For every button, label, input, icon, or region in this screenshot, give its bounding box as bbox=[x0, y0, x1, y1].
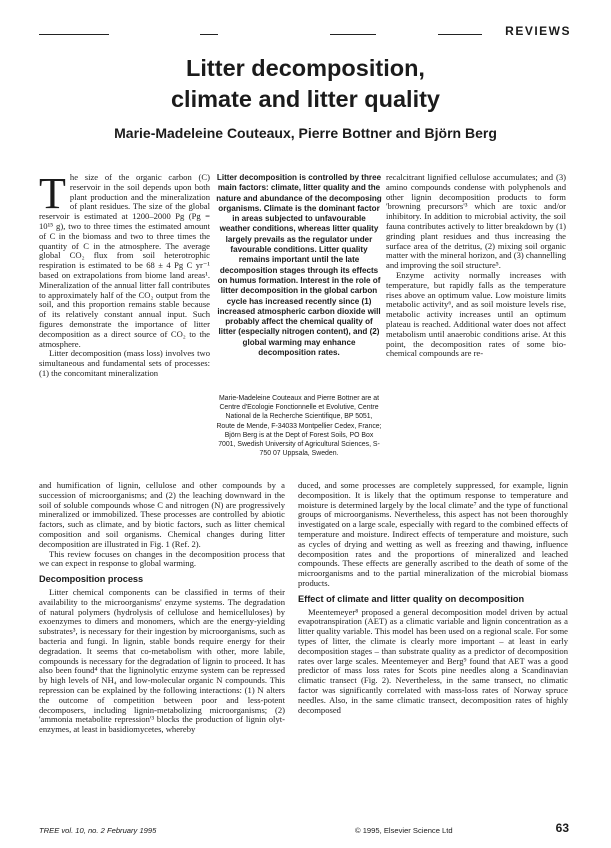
journal-citation: TREE vol. 10, no. 2 February 1995 bbox=[39, 826, 157, 835]
body-paragraph: Meentemeyer⁸ proposed a general decomposition model driven by actual evapotranspiration (AET) as a climatic variable and lignin concentration as a litter quality variable. This model has been used on a regional scale. For some types of litter, the climate is clearly more important – at least in early decomposition stages – than substrate quality as a predictor of decomposition rates over large scales. Meentemeyer and Berg⁹ found that AET was a good predictor of mass loss rates for Scots pine needles along a Scandinavian climatic transect (Fig. 2). Nevertheless, in the same transect, no climatic factor was significantly correlated with mass-loss rates of Norway spruce needles. Also, in the same climatic transect, decomposition rates of highly decomposed bbox=[298, 606, 568, 715]
body-column-right bbox=[386, 173, 566, 359]
section-heading: Decomposition process bbox=[39, 574, 144, 585]
body-paragraph: Enzyme activity normally increases with temperature, but rapidly falls as the temperature rises above an optimum value. Low moisture limits metabolic activity⁶, and as soil moisture levels rise, metabolic activity increases until an optimum plateau is reached. Additional water does not affect metabolism until anaerobic conditions arise. At this point, the decomposition rates of some bio-chemical compounds are re- bbox=[386, 269, 566, 359]
body-paragraph: Litter decomposition (mass loss) involves two simultaneous and fundamental sets of processes: (1) the concomitant mineralization bbox=[39, 348, 210, 378]
body-paragraph: Litter chemical components can be classified in terms of their availability to the microorganisms' enzyme systems. The degradation of natural polymers (hydrolysis of cellulose and hemicelluloses) by exoenzymes to dimers and monomers, which are the energy-yielding substrates³, is necessary for their ingestion by microorganisms, such as bacteria and fungi. In lignin, stable bonds require energy for their degradation. It seems that co-metabolism with other, more labile, compounds is necessary for the degradation of lignin to proceed. It has also been found⁴ that the ligninolytic enzyme system can be repressed by high levels of NH₄ and low-molecular organic N compounds. This repression can be explained by the following interactions: (1) N alters the outcome of competition between poor and less-potent decomposers, including lignin-metabolizing microorganisms; (2) 'ammonia metabolite repression'³ blocks the production of lignin olyt-enzymes, at least in basidiomycetes, whereby bbox=[39, 586, 285, 735]
author-affiliation: Marie-Madeleine Couteaux and Pierre Bottner are at Centre d'Ecologie Fonctionnelle et Evolutive, Centre National de la Recherche Scientifique, BP 5051, Route de Mende, F-34033 Montpellier Cedex, France; Björn Berg is at the Dept of Forest Soils, PO Box 7001, Swedish University of Agricultural Sciences, S-750 07 Uppsala, Sweden. bbox=[216, 395, 382, 458]
intro-paragraph: he size of the organic carbon (C) reservoir in the soil depends upon both plant production and the mineralization of plant residues. The size of the global reservoir is estimated at 1200–2000 Pg (Pg = 10¹⁵ g), two to three times the estimated amount of C in the biomass and two to three times the quantity of C in the atmosphere. The average global CO₂ flux from soil heterotrophic respiration is estimated to be 68 ± 4 Pg C yr⁻¹ based on extrapolations from biome land areas¹. Mineralization of the annual litter fall contributes to approximately half of the CO₂ output from the soil, and this proportion remains stable because of its relatively constant annual input. Such figures demonstrate the importance of litter decomposition as a direct source of CO₂ to the atmosphere. bbox=[39, 172, 210, 349]
title-line-2: climate and litter quality bbox=[170, 86, 440, 112]
body-paragraph: and humification of lignin, cellulose and other compounds by a succession of microorganisms; and (2) the leaching downward in the soil of soluble compounds whose C and nitrogen (N) are progressively mineralized or immobilized. These processes are controlled by abiotic factors, such as climate, and by biotic factors, such as litter chemical composition and soil organisms. Chemical changes during litter decomposition are illustrated in Fig. 1 (Ref. 2). bbox=[39, 480, 285, 549]
header-rule bbox=[438, 34, 482, 35]
body-paragraph: recalcitrant lignified cellulose accumulates; and (3) amino compounds condense with polyphenols and other lignin decomposition products to form 'browning precursors'³ which are toxic and/or inhibitory. In addition to microbial activity, the soil fauna contributes actively to litter breakdown by (1) grinding plant residues and thus increasing the surface area of the detritus, (2) mixing soil organic matter with the mineral horizon, and (3) channelling and improving the soil structure⁵. bbox=[386, 172, 566, 271]
header-rule bbox=[39, 34, 109, 35]
header-rule bbox=[330, 34, 376, 35]
header-rule bbox=[200, 34, 218, 35]
article-title bbox=[0, 53, 611, 115]
author-list: Marie-Madeleine Couteaux, Pierre Bottner and Björn Berg bbox=[114, 125, 497, 141]
section-heading: Effect of climate and litter quality on decomposition bbox=[298, 593, 525, 604]
body-paragraph: duced, and some processes are completely suppressed, for example, lignin decomposition. It is likely that the optimum response to temperature and moisture is determined largely by the local climate⁷ and the type of functional groups of microorganisms. Nevertheless, this aspect has not been thoroughly investigated on a large scale, especially with regard to the combined effects of temperature and moisture. Indirect effects of temperature and moisture, such as cycles of drying and wetting as well as freezing and thawing, influence decomposition rates and the proportions of mineralized and leached compounds. These effects are generally ascribed to the death of some of the microorganisms and to the partial mineralization of the microbial biomass products. bbox=[298, 480, 568, 588]
body-paragraph: This review focuses on changes in the decomposition process that we can expect in response to global warming. bbox=[39, 548, 285, 569]
drop-cap: T bbox=[39, 169, 66, 218]
body-column-left bbox=[39, 169, 210, 379]
copyright-notice: © 1995, Elsevier Science Ltd bbox=[355, 826, 453, 835]
body-column-lower-right bbox=[298, 481, 568, 715]
page-number: 63 bbox=[555, 821, 569, 835]
abstract: Litter decomposition is controlled by three main factors: climate, litter quality and the nature and abundance of the decomposing organisms. Climate is the dominant factor in areas subjected to unfavourable weather conditions, whereas litter quality largely prevails as the regulator under favourable conditions. Litter quality remains important until the late decomposition stages through its effects on humus formation. Interest in the role of litter decomposition in the global carbon cycle has increased recently since (1) increased atmospheric carbon dioxide will probably affect the chemical quality of litter (especially nitrogen content), and (2) global warming may enhance decomposition rates. bbox=[216, 173, 382, 358]
body-column-lower-left bbox=[39, 481, 285, 735]
title-line-1: Litter decomposition, bbox=[186, 55, 425, 81]
section-label: REVIEWS bbox=[505, 24, 571, 38]
